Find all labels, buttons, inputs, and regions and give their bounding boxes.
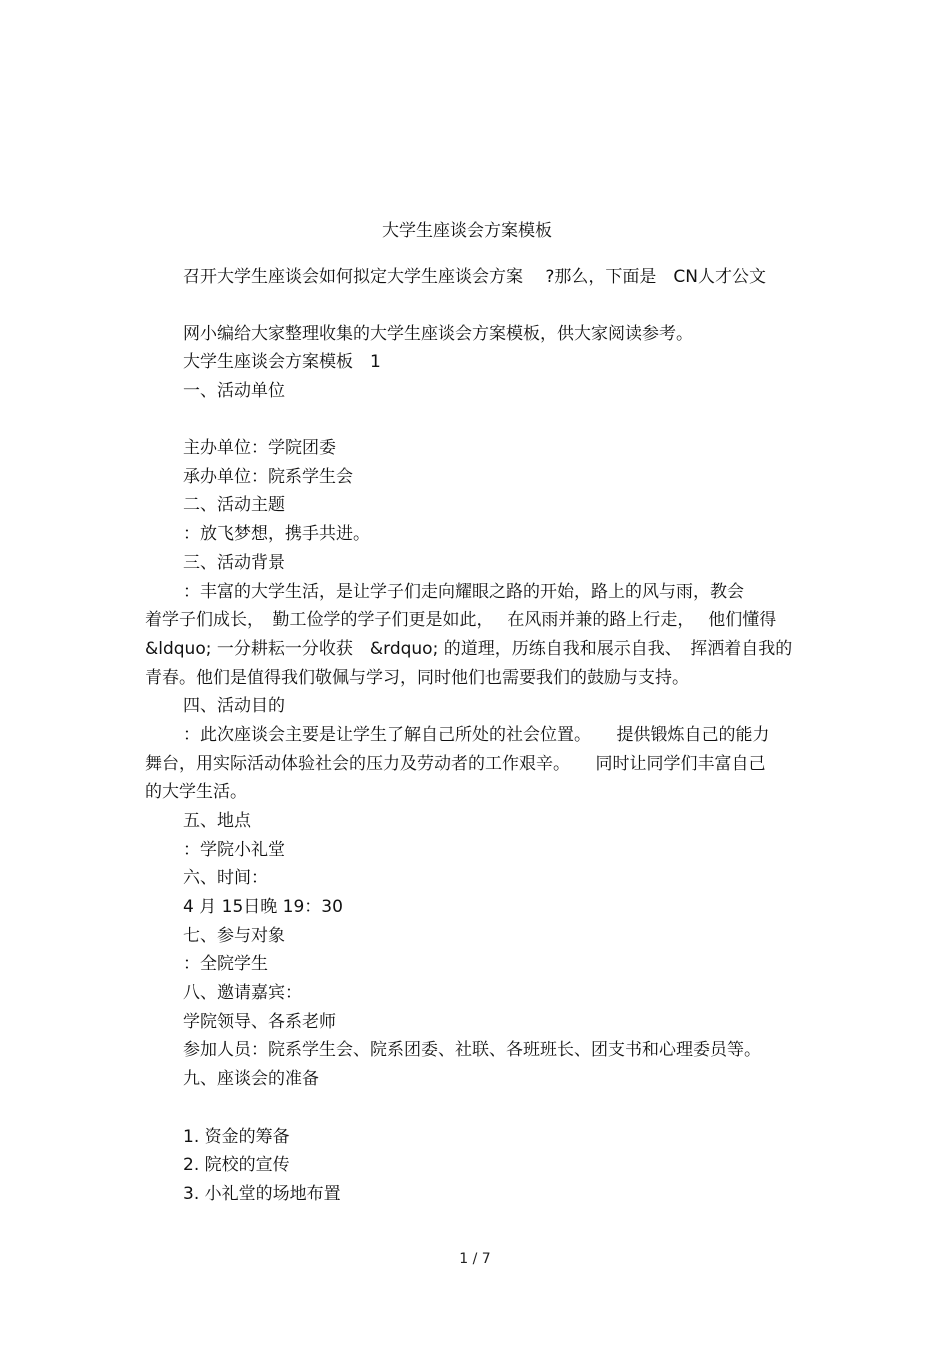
list-item: 2. 院校的宣传 — [183, 1155, 290, 1175]
section-8-guests: 学院领导、各系老师 — [183, 1012, 336, 1032]
template-heading: 大学生座谈会方案模板 1 — [183, 352, 381, 372]
section-5-body: ：学院小礼堂 — [183, 840, 285, 860]
list-item: 1. 资金的筹备 — [183, 1127, 290, 1147]
section-4-heading: 四、活动目的 — [183, 696, 285, 716]
section-3-line-1: ：丰富的大学生活，是让学子们走向耀眼之路的开始，路上的风与雨，教会 — [183, 582, 744, 602]
intro-line-2: 网小编给大家整理收集的大学生座谈会方案模板，供大家阅读参考。 — [183, 324, 693, 344]
page-indicator: 1 / 7 — [459, 1251, 491, 1267]
section-3-line-2: 着学子们成长， 勤工俭学的学子们更是如此， 在风雨并兼的路上行走， 他们懂得 — [145, 610, 777, 630]
organizer-unit: 承办单位：院系学生会 — [183, 467, 353, 487]
section-3-line-3: &ldquo; 一分耕耘一分收获 &rdquo; 的道理，历练自我和展示自我、 挥洒着自我的 — [145, 639, 793, 659]
section-3-line-4: 青春。他们是值得我们敬佩与学习，同时他们也需要我们的鼓励与支持。 — [145, 668, 689, 688]
host-unit: 主办单位：学院团委 — [183, 438, 336, 458]
section-7-body: ：全院学生 — [183, 954, 268, 974]
section-4-line-1: ：此次座谈会主要是让学生了解自己所处的社会位置。 提供锻炼自己的能力 — [183, 725, 770, 745]
section-7-heading: 七、参与对象 — [183, 926, 285, 946]
section-4-line-3: 的大学生活。 — [145, 782, 247, 802]
section-6-body: 4 月 15日晚 19：30 — [183, 897, 343, 917]
section-4-line-2: 舞台，用实际活动体验社会的压力及劳动者的工作艰辛。 同时让同学们丰富自己 — [145, 754, 766, 774]
section-8-heading: 八、邀请嘉宾： — [183, 983, 302, 1003]
section-2-heading: 二、活动主题 — [183, 495, 285, 515]
section-3-heading: 三、活动背景 — [183, 553, 285, 573]
list-item: 3. 小礼堂的场地布置 — [183, 1184, 341, 1204]
intro-line-1: 召开大学生座谈会如何拟定大学生座谈会方案 ?那么，下面是 CN人才公文 — [183, 267, 767, 287]
section-2-body: ：放飞梦想，携手共进。 — [183, 524, 370, 544]
section-6-heading: 六、时间： — [183, 868, 268, 888]
document-title: 大学生座谈会方案模板 — [382, 221, 552, 241]
section-8-participants: 参加人员：院系学生会、院系团委、社联、各班班长、团支书和心理委员等。 — [183, 1040, 761, 1060]
section-5-heading: 五、地点 — [183, 811, 251, 831]
section-1-heading: 一、活动单位 — [183, 381, 285, 401]
section-9-heading: 九、座谈会的准备 — [183, 1069, 319, 1089]
